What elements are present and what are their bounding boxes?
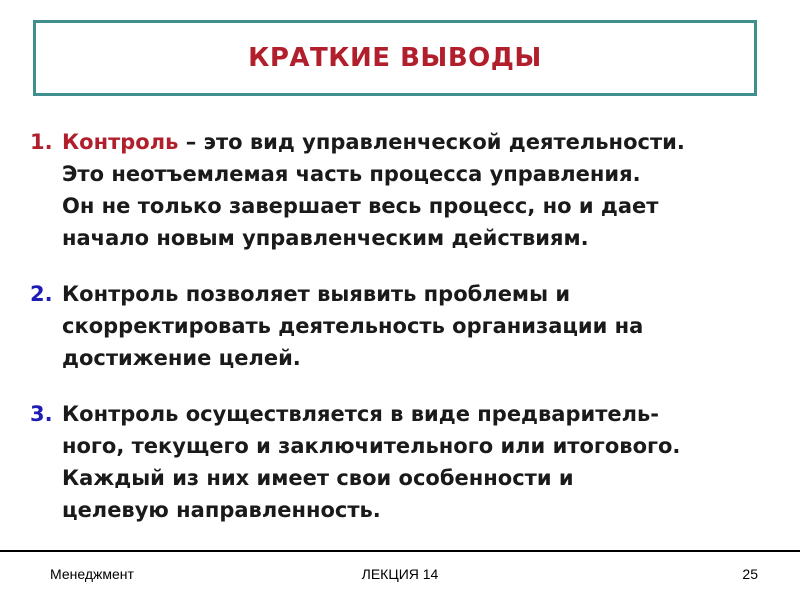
item-3-line-4: целевую направленность.	[62, 498, 381, 522]
list-item-1	[30, 126, 790, 254]
item-text-1	[62, 126, 685, 254]
item-number-2: 2.	[30, 282, 53, 306]
conclusions-list	[30, 126, 790, 550]
item-text-3	[62, 398, 680, 526]
title-box	[33, 20, 757, 96]
item-1-line-2: Это неотъемлемая часть процесса управления.	[62, 162, 641, 186]
item-3-line-1: Контроль осуществляется в виде предваритель-	[62, 402, 660, 426]
item-1-line-4: начало новым управленческим действиям.	[62, 226, 589, 250]
item-2-line-2: скорректировать деятельность организации на	[62, 314, 644, 338]
item-3-line-2: ного, текущего и заключительного или итогового.	[62, 434, 681, 458]
item-2-line-1: Контроль позволяет выявить проблемы и	[62, 282, 571, 306]
footer-course: Менеджмент	[50, 566, 134, 582]
item-1-line-1: – это вид управленческой деятельности.	[178, 130, 685, 154]
item-2-line-3: достижение целей.	[62, 346, 301, 370]
footer-lecture: ЛЕКЦИЯ 14	[361, 566, 439, 582]
item-1-line-3: Он не только завершает весь процесс, но и дает	[62, 194, 659, 218]
slide-title: КРАТКИЕ ВЫВОДЫ	[248, 43, 542, 73]
item-3-line-3: Каждый из них имеет свои особенности и	[62, 466, 574, 490]
footer-divider	[0, 550, 800, 552]
item-text-2	[62, 278, 643, 374]
item-number-3: 3.	[30, 402, 53, 426]
footer-page-number: 25	[742, 566, 758, 582]
list-item-2	[30, 278, 790, 374]
list-item-3	[30, 398, 790, 526]
keyword-control: Контроль	[62, 130, 179, 154]
item-number-1: 1.	[30, 130, 53, 154]
